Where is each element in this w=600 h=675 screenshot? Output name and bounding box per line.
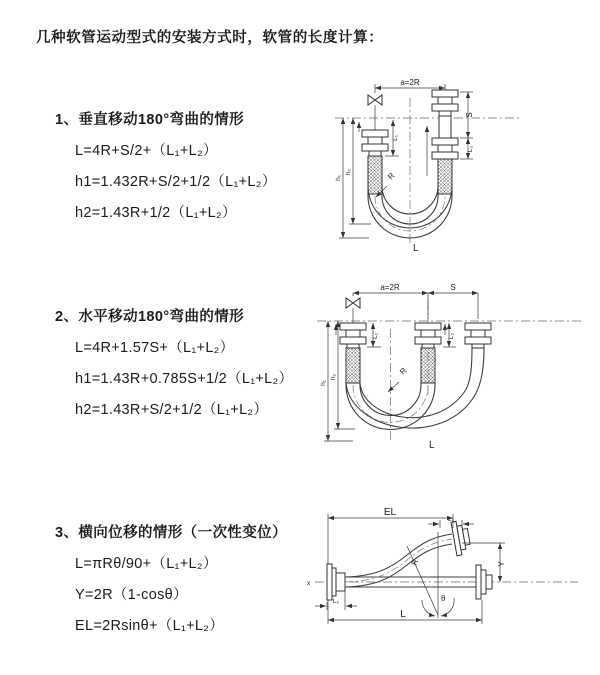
formula-line: h2=1.43R+S/2+1/2（L₁+L₂）: [75, 402, 269, 418]
formula-line: h2=1.43R+1/2（L₁+L₂）: [75, 205, 237, 221]
label-theta: θ: [441, 594, 446, 603]
dim-label-a2r: a=2R: [380, 283, 400, 292]
label-r: R: [409, 557, 421, 567]
section-heading: 3、横向位移的情形（一次性变位）: [55, 525, 287, 541]
dim-label-h2: h₂: [345, 168, 352, 176]
diagram-vertical-180-bend: [315, 76, 565, 258]
dim-label-h1: h₁: [335, 175, 342, 181]
middle-pipe-fitting: [415, 323, 445, 383]
dim-label-s: S: [465, 112, 474, 118]
page-title: 几种软管运动型式的安装方式时，软管的长度计算：: [36, 30, 384, 46]
valve-icon: [346, 298, 360, 308]
dim-label-l2: L₂: [332, 598, 340, 605]
left-flange: [327, 564, 345, 600]
formula-line: h1=1.432R+S/2+1/2（L₁+L₂）: [75, 174, 277, 190]
formula-line: L=4R+S/2+（L₁+L₂）: [75, 143, 218, 159]
braided-hose-section: [346, 348, 360, 383]
radius-leader: [388, 366, 409, 392]
section-vertical-180: [55, 108, 277, 222]
dim-label-l1: L₁: [392, 135, 399, 141]
dimension-l1: [367, 323, 381, 347]
right-pipe-fitting: [465, 323, 491, 348]
dim-label-l1: L₁: [448, 516, 454, 523]
tilted-flange: [451, 520, 472, 556]
dim-label-h2: h₂: [330, 373, 337, 381]
dimension-s: [460, 92, 474, 159]
section-horizontal-180: [55, 305, 293, 419]
right-flange: [476, 565, 492, 599]
dim-label-h1: h₁: [320, 380, 327, 386]
formula-line: EL=2Rsinθ+（L₁+L₂）: [75, 618, 225, 634]
left-pipe-fitting: [359, 95, 388, 194]
label-r: R: [386, 170, 397, 182]
dim-label-l2: L₂: [448, 332, 455, 340]
dim-label-s: S: [450, 283, 456, 292]
hose-displaced-position: [345, 534, 452, 587]
diagram-horizontal-180-bend: [303, 283, 595, 451]
dim-label-a2r: a=2R: [400, 78, 420, 87]
braided-hose-section: [421, 348, 435, 383]
formula-line: L=4R+1.57S+（L₁+L₂）: [75, 340, 235, 356]
section-heading: 1、垂直移动180°弯曲的情形: [55, 112, 245, 128]
formula-line: Y=2R（1-cosθ）: [75, 587, 188, 603]
section-lateral-displacement: [55, 521, 287, 635]
label-r: R: [398, 365, 409, 377]
dim-label-l: L: [400, 609, 406, 620]
braided-hose-section: [438, 159, 452, 194]
section-heading: 2、水平移动180°弯曲的情形: [55, 309, 245, 325]
braided-hose-section: [368, 156, 382, 194]
axis-x-label: x: [307, 580, 311, 587]
label-l: L: [429, 440, 435, 451]
diagram-lateral-displacement: [300, 502, 590, 642]
dimension-l: [328, 600, 482, 624]
label-l: L: [413, 243, 419, 254]
dim-label-l1: L₁: [372, 333, 379, 339]
dimension-s: [428, 283, 478, 293]
dimension-a-2r: [353, 283, 428, 293]
valve-icon: [368, 95, 382, 105]
formula-line: h1=1.43R+0.785S+1/2（L₁+L₂）: [75, 371, 294, 387]
right-pipe-fitting: [427, 90, 458, 194]
dim-label-y: Y: [497, 561, 506, 567]
left-pipe-fitting: [336, 298, 366, 383]
dim-label-l2: L₂: [467, 145, 474, 153]
dimension-el: [328, 507, 453, 564]
formula-line: L=πRθ/90+（L₁+L₂）: [75, 556, 218, 572]
dim-label-el: EL: [383, 507, 397, 518]
hose-u-bends: [346, 348, 484, 430]
